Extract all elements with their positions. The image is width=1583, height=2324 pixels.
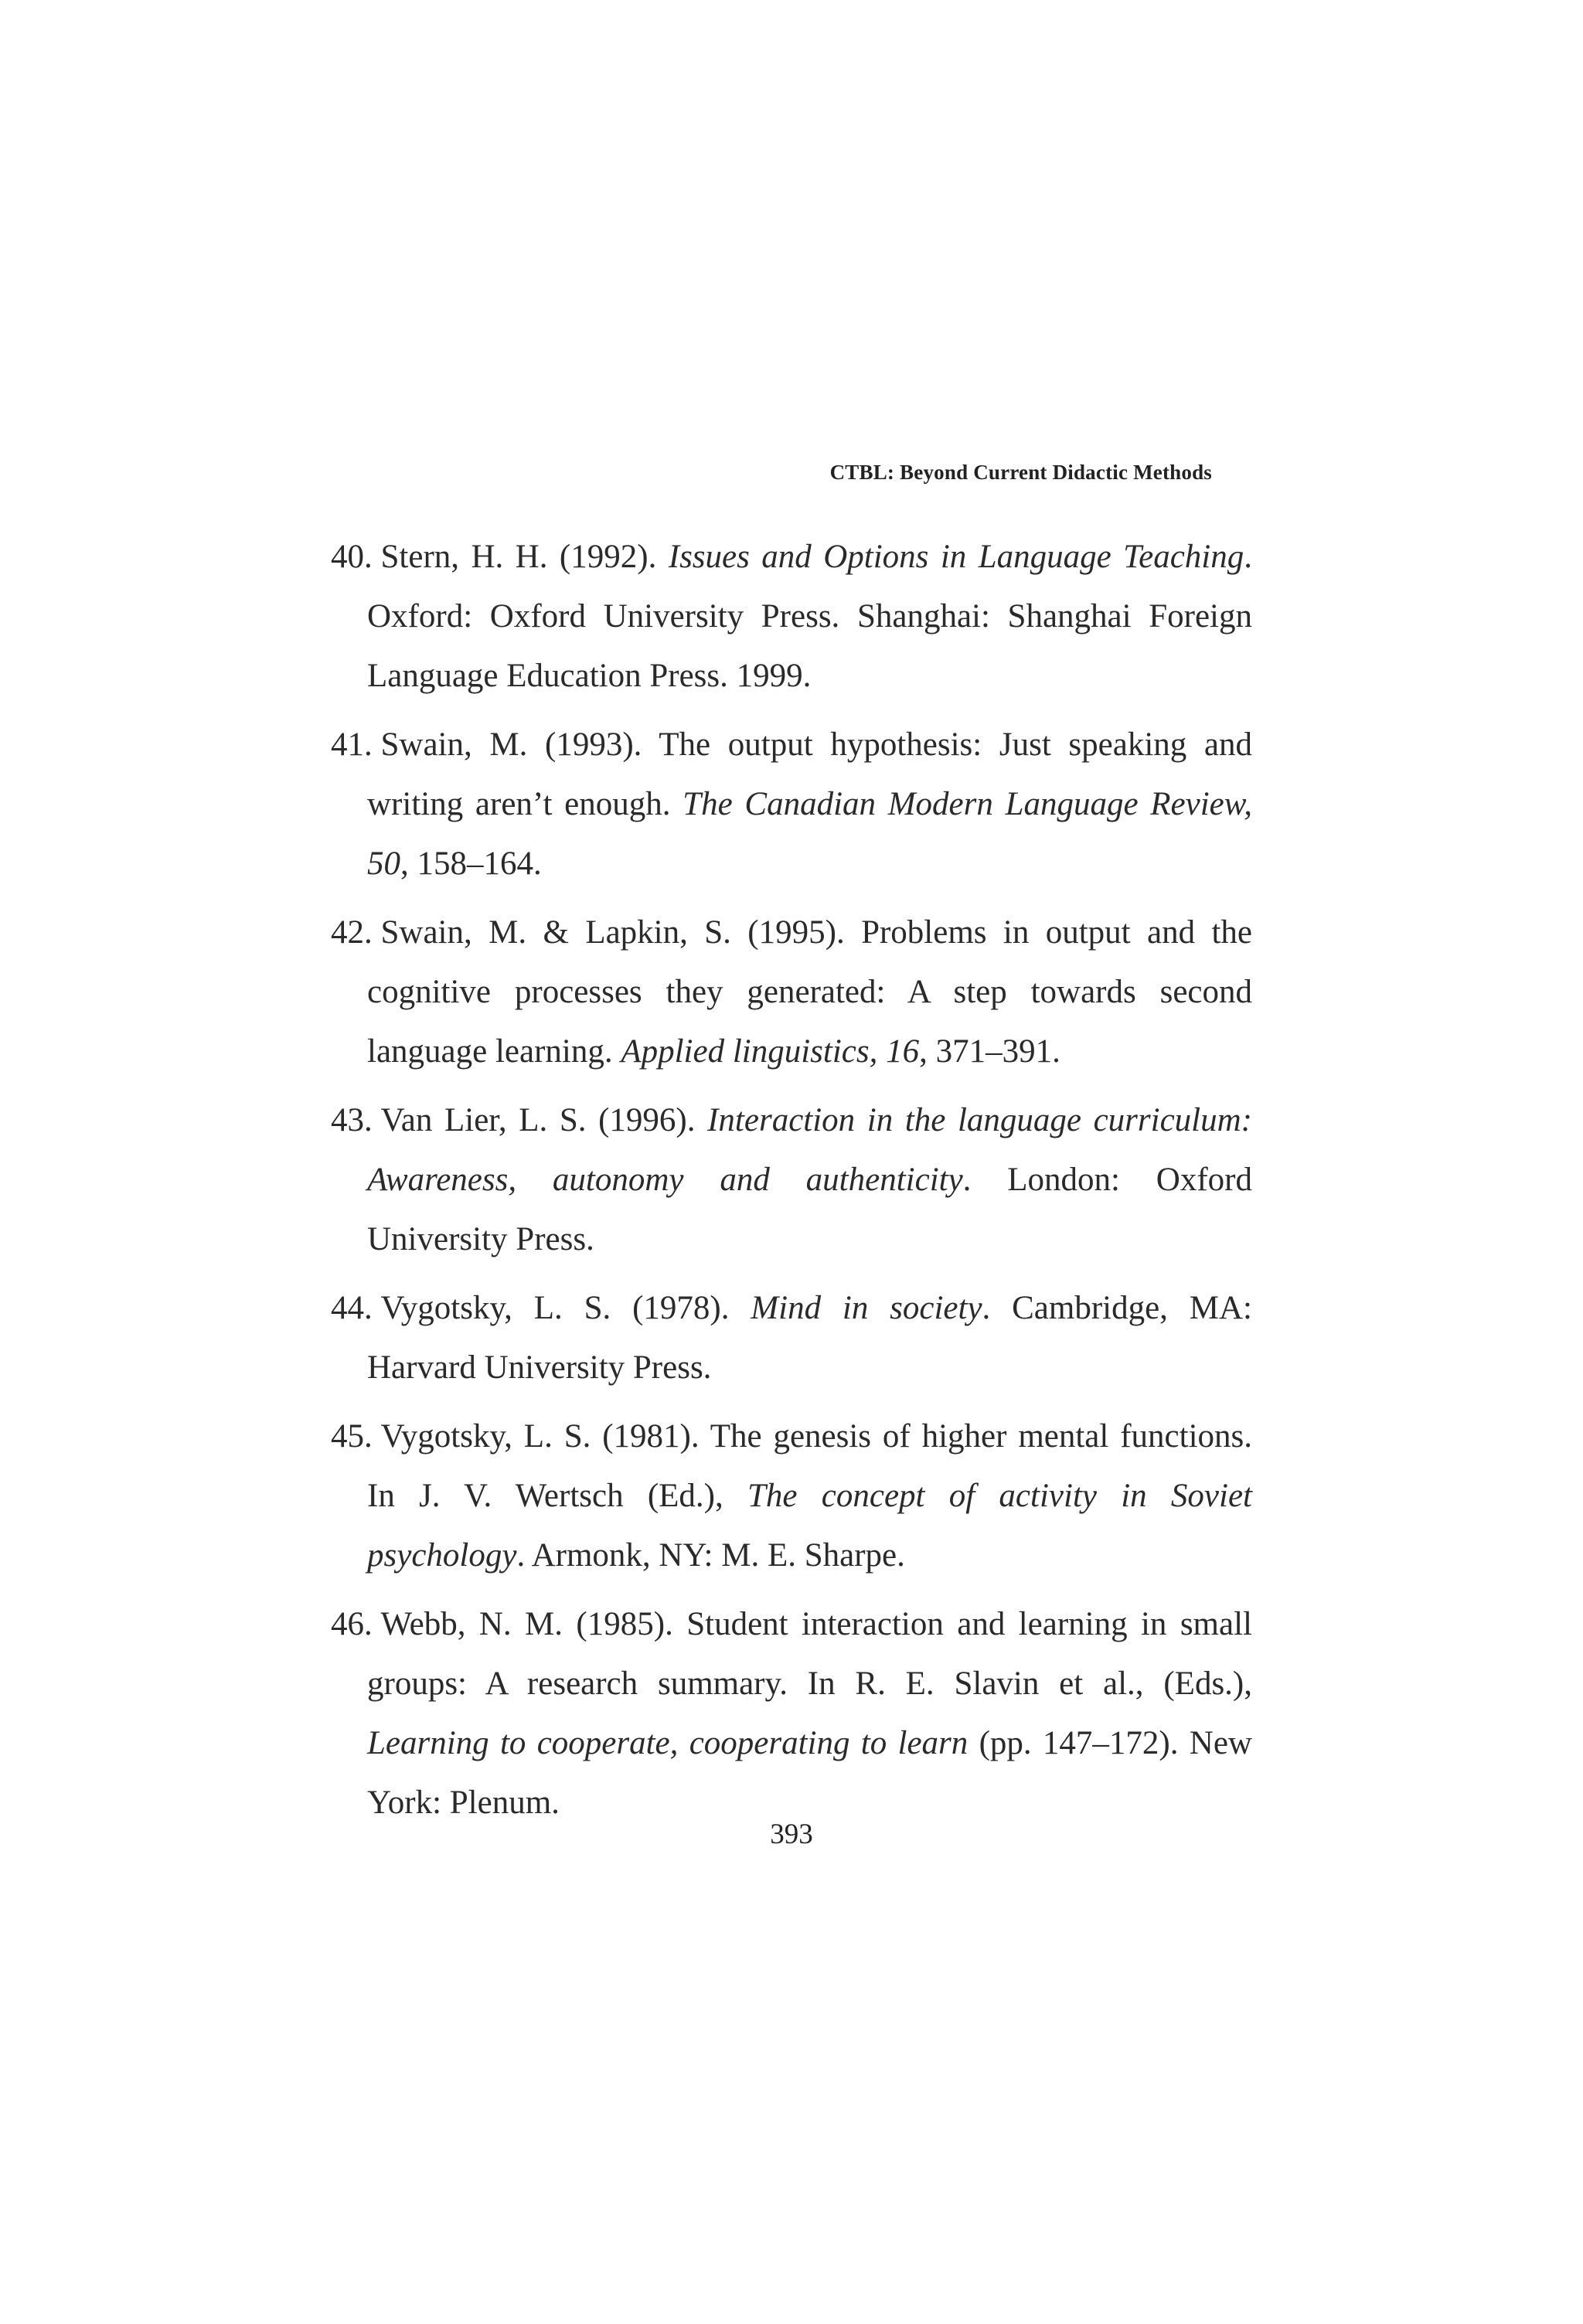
reference-text: . Armonk, NY: M. E. Sharpe.	[516, 1537, 905, 1574]
reference-text: Van Lier, L. S. (1996).	[380, 1102, 708, 1138]
reference-entry	[331, 715, 1252, 893]
reference-text: Swain, M. (1993). The output hypothesis: Just speaking and writing aren’t enough.	[367, 726, 1252, 822]
reference-text: . Cambridge, MA: Harvard University Press.	[367, 1290, 1252, 1386]
reference-text: , 158–164.	[400, 846, 542, 882]
reference-text: Vygotsky, L. S. (1981). The genesis of higher mental functions. In J. V. Wertsch (Ed.),	[367, 1418, 1252, 1514]
reference-entry	[331, 1278, 1252, 1397]
reference-text: Swain, M. & Lapkin, S. (1995). Problems in output and the cognitive processes they generated: A step towards second language learning.	[367, 914, 1252, 1070]
reference-number: 43.	[331, 1102, 373, 1138]
reference-italic-title: Learning to cooperate, cooperating to learn	[367, 1725, 969, 1761]
reference-text: Vygotsky, L. S. (1978).	[380, 1290, 751, 1326]
running-header: CTBL: Beyond Current Didactic Methods	[829, 461, 1212, 484]
reference-italic-title: Mind in society	[751, 1290, 982, 1326]
reference-number: 44.	[331, 1290, 373, 1326]
reference-text: Stern, H. H. (1992).	[380, 539, 669, 575]
reference-number: 46.	[331, 1606, 373, 1642]
reference-number: 40.	[331, 539, 373, 575]
reference-entry	[331, 1407, 1252, 1585]
reference-text: Webb, N. M. (1985). Student interaction and learning in small groups: A research summary. In R. E. Slavin et al., (Eds.),	[367, 1606, 1252, 1702]
reference-entry	[331, 1091, 1252, 1269]
reference-number: 42.	[331, 914, 373, 951]
reference-number: 41.	[331, 726, 373, 763]
reference-entry	[331, 1594, 1252, 1832]
reference-entry	[331, 527, 1252, 706]
reference-italic-title: Applied linguistics, 16	[621, 1033, 920, 1070]
reference-text: . Oxford: Oxford University Press. Shanghai: Shanghai Foreign Language Education Press. 1999.	[367, 539, 1252, 694]
reference-text: , 371–391.	[919, 1033, 1060, 1070]
reference-italic-title: The concept of activity in Soviet psychology	[367, 1478, 1252, 1574]
reference-entry	[331, 903, 1252, 1081]
reference-text: . London: Oxford University Press.	[367, 1162, 1252, 1257]
reference-number: 45.	[331, 1418, 373, 1455]
reference-list	[331, 527, 1252, 1842]
page-number: 393	[770, 1819, 813, 1850]
reference-italic-title: Issues and Options in Language Teaching	[668, 539, 1244, 575]
reference-italic-title: The Canadian Modern Language Review, 50	[367, 786, 1252, 882]
reference-text: (pp. 147–172). New York: Plenum.	[367, 1725, 1252, 1821]
reference-italic-title: Interaction in the language curriculum: Awareness, autonomy and authenticity	[367, 1102, 1252, 1198]
